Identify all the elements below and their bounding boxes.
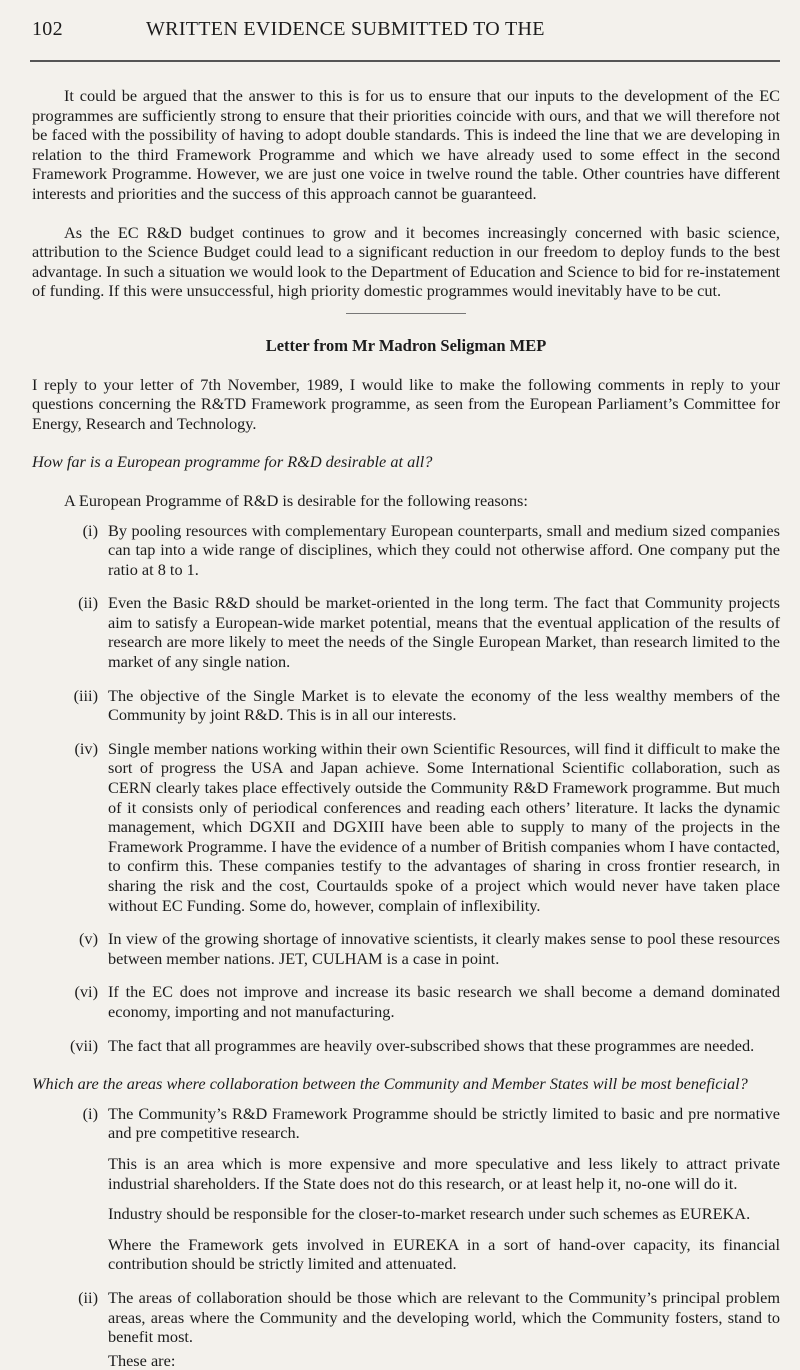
document-body: [32, 86, 780, 1370]
list-item: [32, 593, 780, 671]
list-marker: (vi): [74, 982, 98, 1002]
sub-paragraph: This is an area which is more expensive and more speculative and less likely to attract private industrial shareholders. If the State does not do this research, or at least help it, no-one will do it.: [108, 1153, 780, 1193]
list-item: [32, 1036, 780, 1056]
question-heading-2: Which are the areas where collaboration between the Community and Member States will be most beneficial?: [32, 1074, 748, 1094]
list-marker: (iii): [73, 685, 98, 705]
question-heading-1: How far is a European programme for R&D desirable at all?: [32, 452, 433, 472]
running-head: WRITTEN EVIDENCE SUBMITTED TO THE: [146, 18, 545, 40]
list-item: [32, 521, 780, 580]
list-marker: (iv): [74, 738, 98, 758]
intro-paragraph-2: As the EC R&D budget continues to grow and it becomes increasingly concerned with basic science, attribution to the Science Budget could lead to a significant reduction in our freedom to deploy funds to the best advantage. In such a situation we would look to the Department of Education and Science to bid for re-instatement of funding. If this were unsuccessful, high priority domestic programmes would inevitably have to be cut.: [32, 222, 780, 301]
list-marker: (i): [82, 520, 98, 540]
list-item-text: The Community’s R&D Framework Programme should be strictly limited to basic and pre normative and pre competitive research.: [108, 1103, 780, 1143]
list-item: [32, 929, 780, 968]
list-item-text: By pooling resources with complementary European counterparts, small and medium sized companies can tap into a wide range of disciplines, which they could not otherwise afford. One company put the ratio at 8 to 1.: [108, 520, 780, 579]
section-divider: [346, 313, 466, 314]
list-marker: (v): [79, 929, 98, 949]
list-item: [32, 1288, 780, 1347]
list-item-text: The areas of collaboration should be those which are relevant to the Community’s principal problem areas, areas where the Community and the developing world, which the Community fosters, stand to benefit most.: [108, 1287, 780, 1347]
areas-list: [32, 1104, 780, 1370]
sub-paragraph: Where the Framework gets involved in EUREKA in a sort of hand-over capacity, its financial contribution should be strictly limited and attenuated.: [108, 1234, 780, 1274]
list-item-text: If the EC does not improve and increase its basic research we shall become a demand dominated economy, importing and not manufacturing.: [108, 982, 780, 1021]
list-item-text: Single member nations working within their own Scientific Resources, will find it difficult to make the sort of progress the USA and Japan achieve. Some International Scientific collaboration, such as CERN clearly takes place effectively outside the Community R&D Framework programme. But much of it consists only of periodical conferences and reading each others’ literature. It lacks the dynamic management, which DGXII and DGXIII have been able to supply to many of the projects in the Framework Programme. I have the evidence of a number of British companies whom I have contacted, to confirm this. These companies testify to the advantages of sharing in cross frontier research, in sharing the risk and the cost, Courtaulds spoke of a project which would never have taken place without EC Funding. Some do, however, complain of inflexibility.: [108, 738, 780, 915]
reasons-list: [32, 521, 780, 1056]
list-marker: (vii): [69, 1035, 98, 1055]
list-item-text: In view of the growing shortage of innovative scientists, it clearly makes sense to pool these resources between member nations. JET, CULHAM is a case in point.: [108, 929, 780, 968]
header-rule: [30, 60, 780, 62]
answer-intro: A European Programme of R&D is desirable for the following reasons:: [64, 490, 528, 510]
list-item: [32, 686, 780, 725]
list-marker: (i): [82, 1103, 98, 1123]
list-item-text: The objective of the Single Market is to elevate the economy of the less wealthy members of the Community by joint R&D. This is in all our interests.: [108, 685, 780, 725]
page-header: [32, 18, 778, 41]
letter-opening: I reply to your letter of 7th November, 1989, I would like to make the following comments in reply to your questions concerning the R&TD Framework programme, as seen from the European Parliament’s Committee for Energy, Research and Technology.: [32, 374, 780, 433]
sub-paragraph: Industry should be responsible for the closer-to-market research under such schemes as EUREKA.: [108, 1204, 751, 1224]
page-number: 102: [32, 18, 63, 40]
list-item: [32, 739, 780, 915]
list-item-text: Even the Basic R&D should be market-oriented in the long term. The fact that Community projects aim to satisfy a European-wide market potential, means that the eventual application of the results of research are more likely to meet the needs of the Single European Market, than research limited to the market of any single nation.: [108, 593, 780, 672]
list-marker: (ii): [78, 1287, 98, 1307]
list-item-text: The fact that all programmes are heavily over-subscribed shows that these programmes are needed.: [108, 1035, 755, 1055]
sub-paragraph: These are:: [108, 1350, 176, 1370]
list-item: [32, 1104, 780, 1143]
letter-title: Letter from Mr Madron Seligman MEP: [265, 335, 547, 355]
list-marker: (ii): [78, 593, 98, 613]
list-item: [32, 982, 780, 1021]
intro-paragraph-1: It could be argued that the answer to this is for us to ensure that our inputs to the development of the EC programmes are sufficiently strong to ensure that their priorities coincide with ours, and that we will therefore not be faced with the possibility of having to adopt double standards. This is indeed the line that we are developing in relation to the third Framework Programme and which we have already used to some effect in the second Framework Programme. However, we are just one voice in twelve round the table. Other countries have different interests and priorities and the success of this approach cannot be guaranteed.: [32, 86, 780, 203]
